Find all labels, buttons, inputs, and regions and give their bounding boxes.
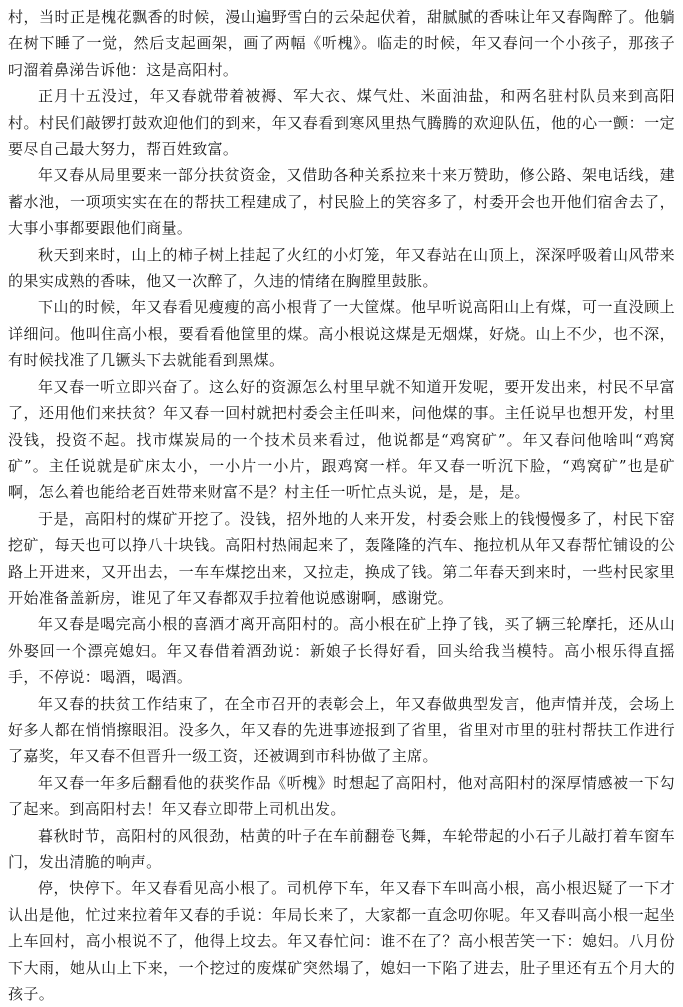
paragraph: 下山的时候，年又春看见瘦瘦的高小根背了一大筐煤。他早听说高阳山上有煤，可一直没顾上详细问。他叫住高小根，要看看他筐里的煤。高小根说这煤是无烟煤，好烧。山上不少，也不深，有时候找准了几镢头下去就能看到黑煤。 [8,298,675,370]
paragraph: 年又春一听立即兴奋了。这么好的资源怎么村里早就不知道开发呢，要开发出来，村民不早富了，还用他们来扶贫？年又春一回村就把村委会主任叫来，问他煤的事。主任说早也想开发，村里没钱，投资不起。找市煤炭局的一个技术员来看过，他说都是“鸡窝矿”。年又春问他啥叫“鸡窝矿”。主任说就是矿床太小，一小片一小片，跟鸡窝一样。年又春一听沉下脸，“鸡窝矿”也是矿啊，怎么着也能给老百姓带来财富不是？村主任一听忙点头说，是，是，是。 [8,377,675,502]
article-body [8,4,675,1007]
paragraph: 年又春一年多后翻看他的获奖作品《听槐》时想起了高阳村，他对高阳村的深厚情感被一下勾了起来。到高阳村去！年又春立即带上司机出发。 [8,773,675,819]
paragraph: 正月十五没过，年又春就带着被褥、军大衣、煤气灶、米面油盐，和两名驻村队员来到高阳村。村民们敲锣打鼓欢迎他们的到来，年又春看到寒风里热气腾腾的欢迎队伍，他的心一颤：一定要尽自己最大努力，帮百姓致富。 [8,87,675,159]
paragraph: 停，快停下。年又春看见高小根了。司机停下车，年又春下车叫高小根，高小根迟疑了一下才认出是他，忙过来拉着年又春的手说：年局长来了，大家都一直念叨你呢。年又春叫高小根一起坐上车回村，高小根说不了，他得上坟去。年又春忙问：谁不在了？高小根苦笑一下：媳妇。八月份下大雨，她从山上下来，一个挖过的废煤矿突然塌了，媳妇一下陷了进去，肚子里还有五个月大的孩子。 [8,879,675,1004]
paragraph: 年又春从局里要来一部分扶贫资金，又借助各种关系拉来十来万赞助，修公路、架电话线，建蓄水池，一项项实实在在的帮扶工程建成了，村民脸上的笑容多了，村委开会也开他们宿舍去了，大事小事都要跟他们商量。 [8,166,675,238]
paragraph: 年又春是喝完高小根的喜酒才离开高阳村的。高小根在矿上挣了钱，买了辆三轮摩托，还从山外娶回一个漂亮媳妇。年又春借着酒劲说：新娘子长得好看，回头给我当模特。高小根乐得直摇手，不停说：喝酒，喝酒。 [8,615,675,687]
paragraph: 村，当时正是槐花飘香的时候，漫山遍野雪白的云朵起伏着，甜腻腻的香味让年又春陶醉了。他躺在树下睡了一觉，然后支起画架，画了两幅《听槐》。临走的时候，年又春问一个小孩子，那孩子叼溜着鼻涕告诉他：这是高阳村。 [8,8,675,79]
paragraph: 年又春的扶贫工作结束了，在全市召开的表彰会上，年又春做典型发言，他声情并茂，会场上好多人都在悄悄擦眼泪。没多久，年又春的先进事迹报到了省里，省里对市里的驻村帮扶工作进行了嘉奖，年又春不但晋升一级工资，还被调到市科协做了主席。 [8,694,675,766]
paragraph: 暮秋时节，高阳村的风很劲，枯黄的叶子在车前翻卷飞舞，车轮带起的小石子儿敲打着车窗车门，发出清脆的响声。 [8,826,675,871]
paragraph: 于是，高阳村的煤矿开挖了。没钱，招外地的人来开发，村委会账上的钱慢慢多了，村民下窑挖矿，每天也可以挣八十块钱。高阳村热闹起来了，轰隆隆的汽车、拖拉机从年又春帮忙铺设的公路上开进来，又开出去，一车车煤挖出来，又拉走，换成了钱。第二年春天到来时，一些村民家里开始准备盖新房，谁见了年又春都双手拉着他说感谢啊，感谢党。 [8,509,675,607]
paragraph: 秋天到来时，山上的柿子树上挂起了火红的小灯笼，年又春站在山顶上，深深呼吸着山风带来的果实成熟的香味，他又一次醉了，久违的情绪在胸膛里鼓胀。 [8,245,675,291]
